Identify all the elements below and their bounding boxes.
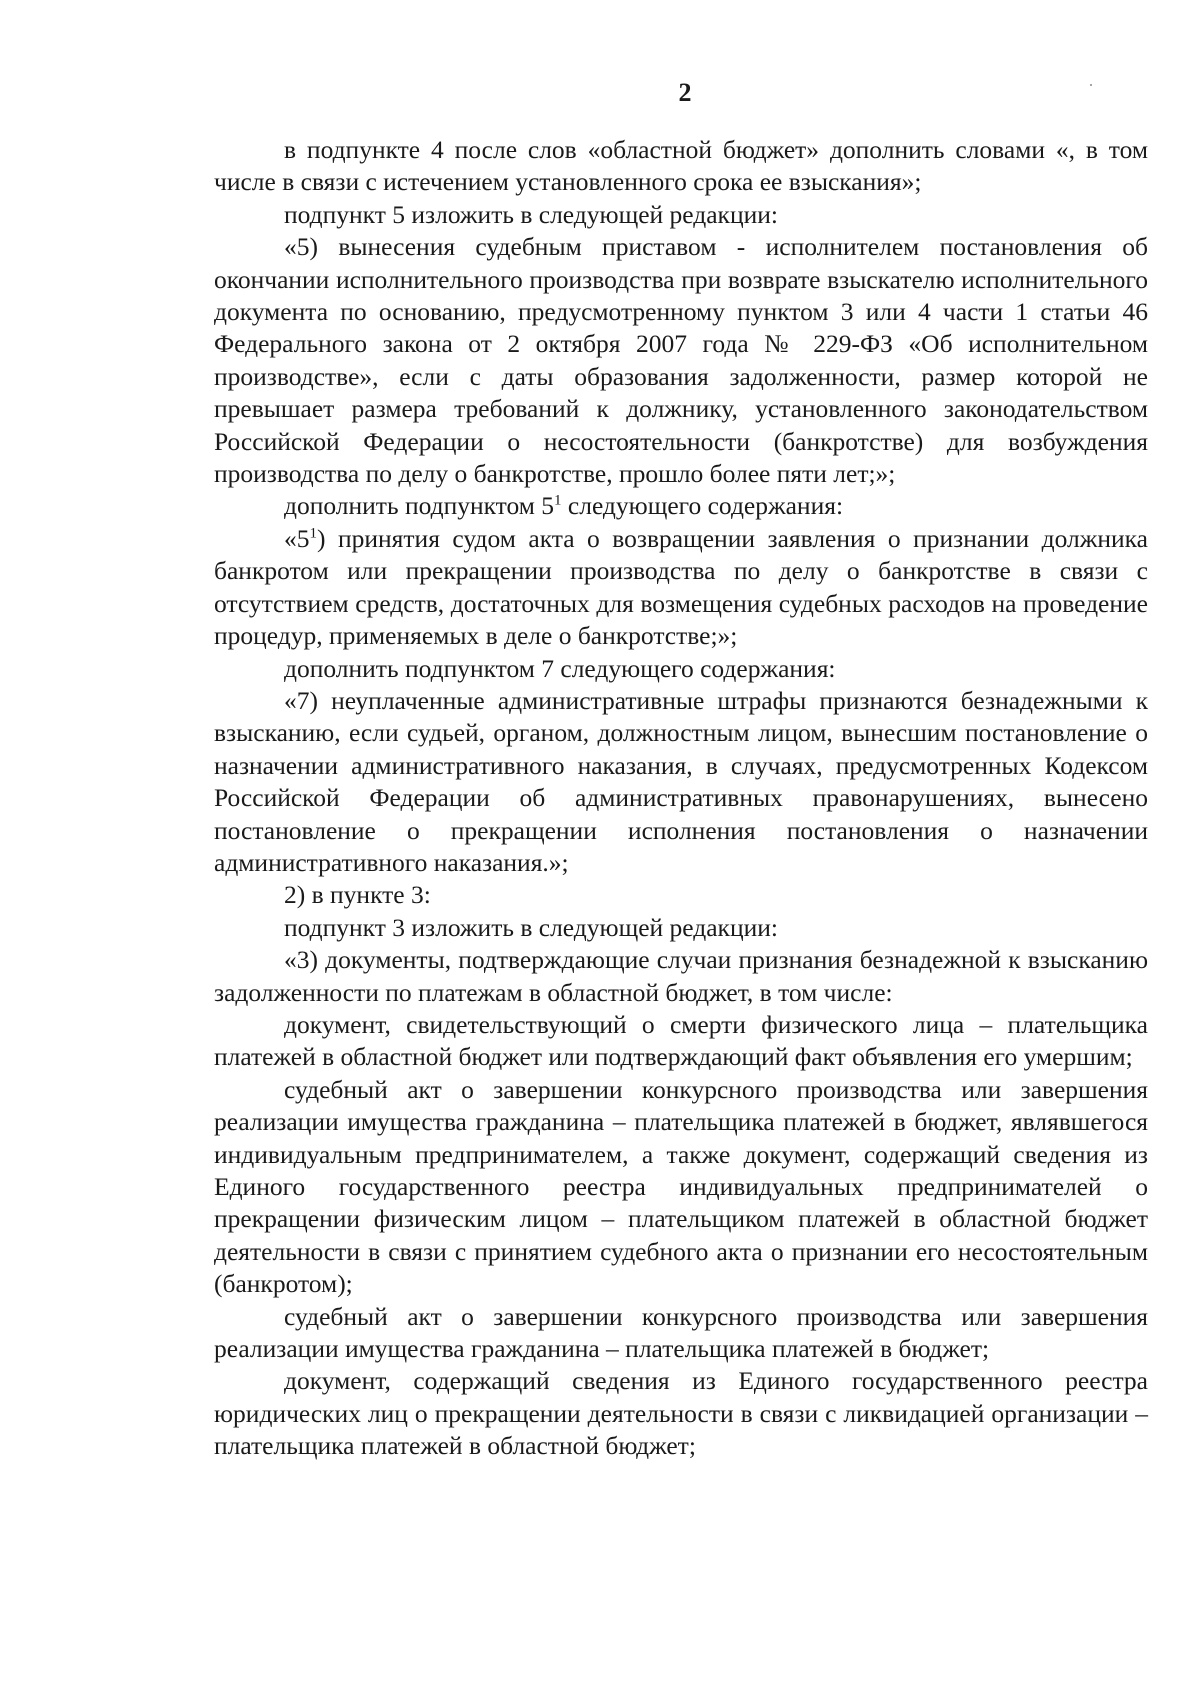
paragraph: «5) вынесения судебным приставом - исполнителем постановления об окончании исполнительного производства при возврате взыскателю исполнительного документа по основанию, предусмотренному пунктом 3 или 4 части 1 статьи 46 Федерального закона от 2 октября 2007 года № 229-ФЗ «Об исполнительном производстве», если с даты образования задолженности, размер которой не превышает размера требований к должнику, установленного законодательством Российской Федерации о несостоятельности (банкротстве) для возбуждения производства по делу о банкротстве, прошло более пяти лет;»; bbox=[214, 232, 1148, 489]
paragraph: подпункт 3 изложить в следующей редакции: bbox=[284, 912, 778, 942]
paragraph: документ, содержащий сведения из Единого государственного реестра юридических лиц о прекращении деятельности в связи с ликвидацией организации – плательщика платежей в областной бюджет; bbox=[214, 1366, 1148, 1461]
paragraph-text-start: дополнить подпунктом 5 bbox=[284, 491, 555, 521]
scan-speck bbox=[1090, 84, 1092, 86]
paragraph: судебный акт о завершении конкурсного производства или завершения реализации имущества гражданина – плательщика платежей в бюджет; bbox=[214, 1301, 1148, 1364]
paragraph-text-end: следующего содержания: bbox=[561, 491, 844, 521]
paragraph: документ, свидетельствующий о смерти физического лица – плательщика платежей в областной бюджет или подтверждающий факт объявления его умершим; bbox=[214, 1009, 1148, 1072]
paragraph-text-end: ) принятия судом акта о возвращении заявления о признании должника банкротом или прекращении производства по делу о банкротстве в связи с отсутствием средств, достаточных для возмещения судебных расходов на проведение процедур, применяемых в деле о банкротстве;»; bbox=[214, 523, 1148, 651]
page-number: 2 bbox=[678, 78, 692, 107]
paragraph: «7) неуплаченные административные штрафы признаются безнадежными к взысканию, если судьей, органом, должностным лицом, вынесшим постановление о назначении административного наказания, в случаях, предусмотренных Кодексом Российской Федерации об административных правонарушениях, вынесено постановление о прекращении исполнения постановления о назначении административного наказания.»; bbox=[214, 685, 1148, 877]
paragraph: подпункт 5 изложить в следующей редакции: bbox=[284, 199, 778, 229]
paragraph: в подпункте 4 после слов «областной бюджет» дополнить словами «, в том числе в связи с истечением установленного срока ее взыскания»; bbox=[214, 135, 1148, 197]
paragraph-text-start: «5 bbox=[284, 523, 310, 553]
paragraph: судебный акт о завершении конкурсного производства или завершения реализации имущества гражданина – плательщика платежей в бюджет, являвшегося индивидуальным предпринимателем, а также документ, содержащий сведения из Единого государственного реестра индивидуальных предпринимателей о прекращении физическим лицом – плательщиком платежей в областной бюджет деятельности в связи с принятием судебного акта о признании его несостоятельным (банкротом); bbox=[214, 1074, 1148, 1299]
superscript-index: 1 bbox=[309, 525, 317, 542]
paragraph: дополнить подпунктом 7 следующего содержания: bbox=[284, 653, 836, 683]
paragraph bbox=[214, 523, 1148, 653]
paragraph bbox=[214, 490, 1148, 522]
document-body bbox=[214, 134, 1148, 1463]
superscript-index: 1 bbox=[554, 492, 562, 509]
paragraph: 2) в пункте 3: bbox=[284, 880, 431, 910]
paragraph: «3) документы, подтверждающие случаи признания безнадежной к взысканию задолженности по платежам в областной бюджет, в том числе: bbox=[214, 945, 1148, 1007]
